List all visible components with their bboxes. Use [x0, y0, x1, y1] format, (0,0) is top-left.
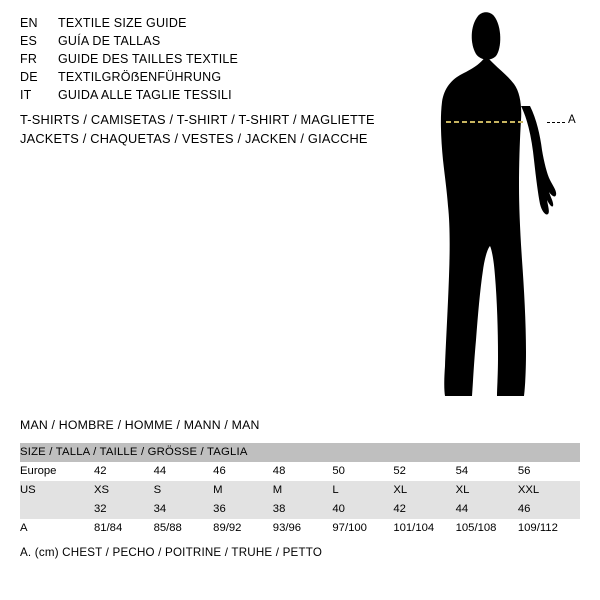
- language-row: [20, 34, 380, 52]
- cell-value: 48: [272, 465, 286, 477]
- cell-value: 50: [332, 465, 345, 477]
- cell-value: XS: [93, 484, 110, 496]
- cell-value: 44: [455, 503, 469, 515]
- language-text: TEXTILE SIZE GUIDE: [58, 16, 187, 30]
- measure-label-a: A: [568, 114, 577, 126]
- cell-value: 56: [517, 465, 531, 477]
- table-footnote: A. (cm) CHEST / PECHO / POITRINE / TRUHE / PETTO: [20, 546, 323, 559]
- cell-value: 42: [393, 503, 406, 515]
- cell-value: 32: [93, 503, 107, 515]
- cell-value: 52: [393, 465, 406, 477]
- cell-value: 97/100: [332, 522, 367, 534]
- language-row: [20, 88, 380, 106]
- table-header-label: SIZE / TALLA / TAILLE / GRÖSSE / TAGLIA: [20, 446, 248, 458]
- table-row: [20, 519, 580, 538]
- cell-value: 85/88: [153, 522, 182, 534]
- cell-value: 38: [272, 503, 286, 515]
- language-list: [20, 16, 380, 106]
- cell-value: 54: [455, 465, 469, 477]
- category-tshirts: T-SHIRTS / CAMISETAS / T-SHIRT / T-SHIRT / MAGLIETTE: [20, 112, 375, 127]
- language-code: DE: [20, 70, 38, 84]
- category-jackets: JACKETS / CHAQUETAS / VESTES / JACKEN / GIACCHE: [20, 131, 368, 146]
- size-table: [20, 443, 580, 538]
- language-row: [20, 70, 380, 88]
- row-label: A: [20, 522, 28, 534]
- cell-value: M: [272, 484, 283, 496]
- silhouette-svg: [400, 10, 600, 410]
- language-row: [20, 52, 380, 70]
- cell-value: XL: [393, 484, 408, 496]
- cell-value: 93/96: [272, 522, 302, 534]
- cell-value: XXL: [517, 484, 540, 496]
- language-text: GUIDE DES TAILLES TEXTILE: [58, 52, 239, 66]
- table-title: MAN / HOMBRE / HOMME / MANN / MAN: [20, 418, 260, 432]
- row-label: US: [20, 484, 36, 496]
- cell-value: 109/112: [517, 522, 558, 534]
- cell-value: 46: [517, 503, 531, 515]
- language-text: GUIDA ALLE TAGLIE TESSILI: [58, 88, 232, 102]
- language-code: FR: [20, 52, 38, 66]
- cell-value: 105/108: [455, 522, 497, 534]
- cell-value: 46: [213, 465, 226, 477]
- language-code: ES: [20, 34, 38, 48]
- cell-value: S: [153, 484, 162, 496]
- table-header-row: [20, 443, 580, 462]
- cell-value: 42: [93, 465, 107, 477]
- language-row: [20, 16, 380, 34]
- cell-value: 36: [213, 503, 226, 515]
- cell-value: 81/84: [93, 522, 123, 534]
- language-code: IT: [20, 88, 32, 102]
- cell-value: L: [332, 484, 339, 496]
- cell-value: 89/92: [213, 522, 242, 534]
- language-text: TEXTILGRÖẞENFÜHRUNG: [58, 70, 222, 84]
- cell-value: XL: [455, 484, 470, 496]
- cell-value: 101/104: [393, 522, 435, 534]
- table-row: [20, 500, 580, 519]
- category-list: [20, 110, 440, 148]
- measure-line-dashes: [547, 122, 565, 123]
- table-row: [20, 462, 580, 481]
- language-code: EN: [20, 16, 38, 30]
- row-label: [20, 500, 94, 519]
- body-silhouette-figure: [400, 10, 600, 410]
- cell-value: 34: [153, 503, 167, 515]
- cell-value: 44: [153, 465, 167, 477]
- cell-value: M: [213, 484, 223, 496]
- table-row: [20, 481, 580, 500]
- language-text: GUÍA DE TALLAS: [58, 34, 161, 48]
- row-label: Europe: [20, 465, 57, 477]
- cell-value: 40: [332, 503, 345, 515]
